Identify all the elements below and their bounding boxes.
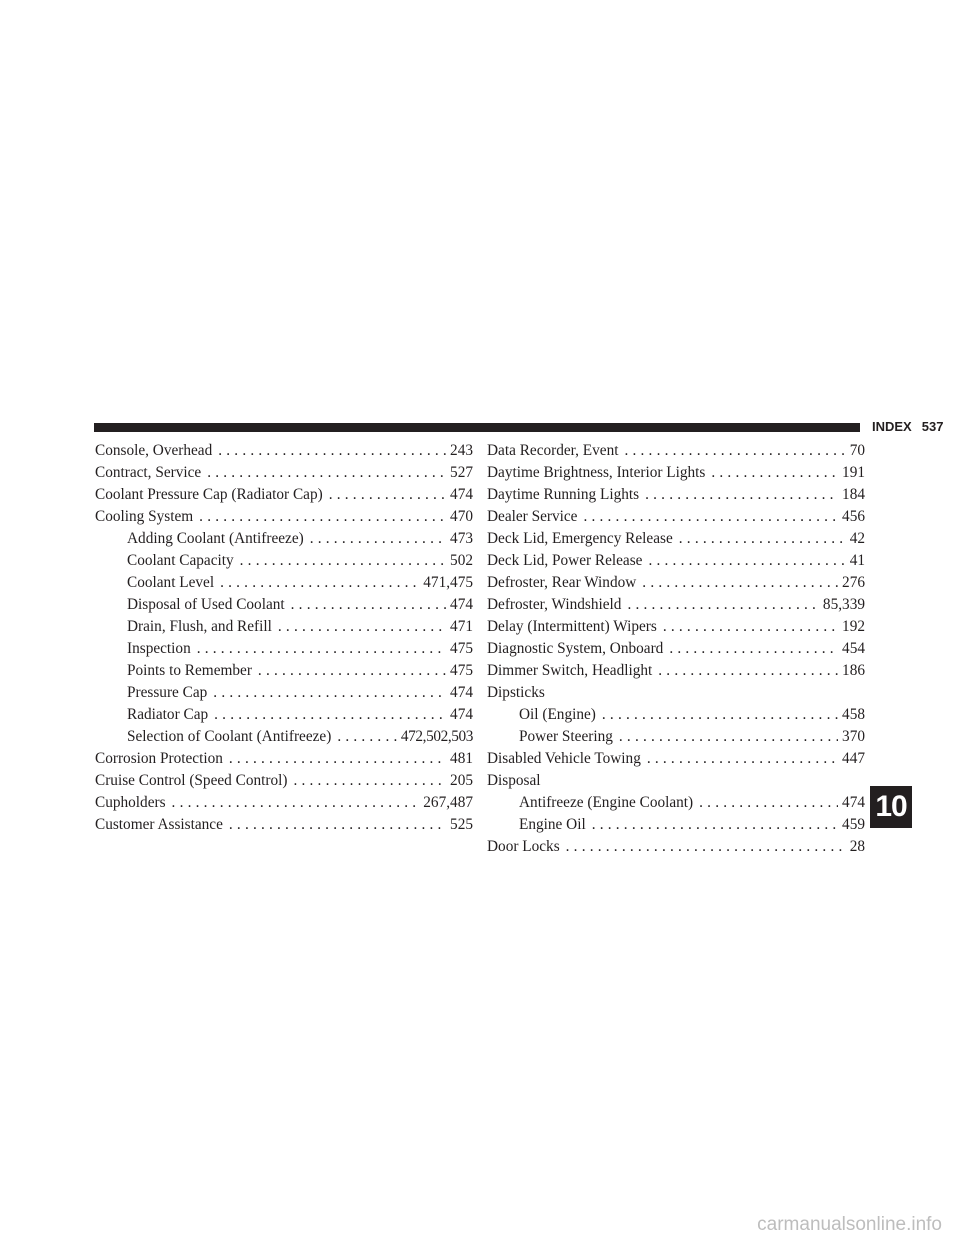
index-entry xyxy=(487,484,865,506)
entry-label: Coolant Level xyxy=(127,574,215,591)
index-entry xyxy=(95,726,473,748)
entry-label: Cupholders xyxy=(95,794,166,811)
entry-page-ref: 243 xyxy=(450,442,473,459)
index-entry xyxy=(487,814,865,836)
dot-leader xyxy=(669,638,838,660)
index-entry xyxy=(95,462,473,484)
dot-leader xyxy=(711,462,838,484)
entry-page-ref: 41 xyxy=(849,552,865,569)
index-entry xyxy=(487,660,865,682)
dot-leader xyxy=(229,748,446,770)
index-entry xyxy=(95,770,473,792)
entry-page-ref: 474 xyxy=(450,684,473,701)
dot-leader xyxy=(258,660,446,682)
entry-label: Coolant Pressure Cap (Radiator Cap) xyxy=(95,486,323,503)
entry-page-ref: 276 xyxy=(842,574,865,591)
entry-page-ref: 447 xyxy=(842,750,865,767)
dot-leader xyxy=(199,506,446,528)
running-header xyxy=(872,418,943,436)
entry-page-ref: 475 xyxy=(450,640,473,657)
index-entry xyxy=(487,792,865,814)
entry-label: Daytime Brightness, Interior Lights xyxy=(487,464,706,481)
entry-label: Drain, Flush, and Refill xyxy=(127,618,272,635)
entry-page-ref: 192 xyxy=(842,618,865,635)
index-entry xyxy=(95,594,473,616)
entry-page-ref: 474 xyxy=(450,706,473,723)
index-entry xyxy=(95,748,473,770)
entry-page-ref: 525 xyxy=(450,816,473,833)
dot-leader xyxy=(624,440,845,462)
index-entry xyxy=(487,748,865,770)
index-entry xyxy=(95,704,473,726)
dot-leader xyxy=(278,616,446,638)
entry-label: Cooling System xyxy=(95,508,194,525)
entry-page-ref: 475 xyxy=(450,662,473,679)
entry-page-ref: 474 xyxy=(842,794,865,811)
index-column-right xyxy=(487,440,865,858)
entry-label: Deck Lid, Power Release xyxy=(487,552,643,569)
dot-leader xyxy=(645,484,838,506)
entry-label: Corrosion Protection xyxy=(95,750,223,767)
entry-label: Pressure Cap xyxy=(127,684,208,701)
dot-leader xyxy=(197,638,446,660)
dot-leader xyxy=(699,792,838,814)
entry-label: Oil (Engine) xyxy=(519,706,596,723)
entry-page-ref: 28 xyxy=(849,838,865,855)
dot-leader xyxy=(627,594,818,616)
dot-leader xyxy=(329,484,446,506)
entry-page-ref: 527 xyxy=(450,464,473,481)
dot-leader xyxy=(583,506,838,528)
dot-leader xyxy=(293,770,446,792)
footer-watermark: carmanualsonline.info xyxy=(757,1214,942,1235)
index-entry xyxy=(487,682,865,704)
dot-leader xyxy=(663,616,838,638)
entry-page-ref: 191 xyxy=(842,464,865,481)
entry-page-ref: 458 xyxy=(842,706,865,723)
index-entry xyxy=(487,594,865,616)
dot-leader xyxy=(291,594,446,616)
index-entry xyxy=(95,550,473,572)
entry-page-ref: 267,487 xyxy=(423,794,473,811)
entry-label: Deck Lid, Emergency Release xyxy=(487,530,673,547)
index-entry xyxy=(487,836,865,858)
entry-label: Customer Assistance xyxy=(95,816,223,833)
entry-label: Antifreeze (Engine Coolant) xyxy=(519,794,694,811)
entry-page-ref: 456 xyxy=(842,508,865,525)
page-number: 537 xyxy=(921,419,944,434)
entry-page-ref: 474 xyxy=(450,486,473,503)
index-entry xyxy=(95,792,473,814)
index-entry xyxy=(487,572,865,594)
dot-leader xyxy=(214,704,446,726)
entry-label: Dealer Service xyxy=(487,508,578,525)
index-entry xyxy=(487,638,865,660)
entry-label: Door Locks xyxy=(487,838,560,855)
index-entry xyxy=(487,770,865,792)
index-entry xyxy=(95,814,473,836)
index-entry xyxy=(487,726,865,748)
entry-label: Power Steering xyxy=(519,728,613,745)
index-entry xyxy=(487,550,865,572)
entry-label: Inspection xyxy=(127,640,191,657)
index-entry xyxy=(487,616,865,638)
entry-label: Defroster, Windshield xyxy=(487,596,622,613)
index-entry xyxy=(95,572,473,594)
dot-leader xyxy=(566,836,846,858)
entry-label: Diagnostic System, Onboard xyxy=(487,640,664,657)
entry-label: Contract, Service xyxy=(95,464,202,481)
dot-leader xyxy=(207,462,446,484)
entry-page-ref: 471,475 xyxy=(423,574,473,591)
entry-page-ref: 85,339 xyxy=(822,596,865,613)
index-entry xyxy=(95,506,473,528)
entry-page-ref: 205 xyxy=(450,772,473,789)
entry-label: Console, Overhead xyxy=(95,442,213,459)
entry-label: Dipsticks xyxy=(487,684,545,701)
dot-leader xyxy=(220,572,419,594)
entry-label: Disposal xyxy=(487,772,541,789)
entry-page-ref: 470 xyxy=(450,508,473,525)
index-entry xyxy=(95,616,473,638)
dot-leader xyxy=(647,748,838,770)
dot-leader xyxy=(658,660,838,682)
dot-leader xyxy=(679,528,846,550)
entry-label: Radiator Cap xyxy=(127,706,209,723)
dot-leader xyxy=(648,550,845,572)
index-column-left xyxy=(95,440,473,836)
entry-page-ref: 370 xyxy=(842,728,865,745)
index-entry xyxy=(95,638,473,660)
dot-leader xyxy=(619,726,838,748)
entry-page-ref: 186 xyxy=(842,662,865,679)
entry-label: Data Recorder, Event xyxy=(487,442,619,459)
entry-label: Adding Coolant (Antifreeze) xyxy=(127,530,304,547)
entry-label: Coolant Capacity xyxy=(127,552,234,569)
index-entry xyxy=(487,528,865,550)
dot-leader xyxy=(602,704,838,726)
entry-page-ref: 70 xyxy=(849,442,865,459)
entry-page-ref: 184 xyxy=(842,486,865,503)
entry-page-ref: 474 xyxy=(450,596,473,613)
header-rule xyxy=(94,423,860,432)
entry-label: Daytime Running Lights xyxy=(487,486,640,503)
index-entry xyxy=(487,462,865,484)
entry-page-ref: 502 xyxy=(450,552,473,569)
entry-label: Defroster, Rear Window xyxy=(487,574,637,591)
dot-leader xyxy=(592,814,838,836)
index-entry xyxy=(95,682,473,704)
entry-page-ref: 473 xyxy=(450,530,473,547)
entry-page-ref: 459 xyxy=(842,816,865,833)
dot-leader xyxy=(240,550,446,572)
entry-page-ref: 454 xyxy=(842,640,865,657)
index-entry xyxy=(95,484,473,506)
dot-leader xyxy=(229,814,446,836)
dot-leader xyxy=(642,572,838,594)
index-entry xyxy=(95,528,473,550)
index-entry xyxy=(487,506,865,528)
entry-label: Selection of Coolant (Antifreeze) xyxy=(127,728,332,745)
index-entry xyxy=(95,660,473,682)
entry-label: Disabled Vehicle Towing xyxy=(487,750,641,767)
chapter-tab: 10 xyxy=(870,786,912,828)
dot-leader xyxy=(172,792,420,814)
dot-leader xyxy=(218,440,446,462)
entry-label: Cruise Control (Speed Control) xyxy=(95,772,288,789)
index-entry xyxy=(487,704,865,726)
entry-page-ref: 472,502,503 xyxy=(400,728,473,745)
entry-label: Dimmer Switch, Headlight xyxy=(487,662,653,679)
entry-label: Engine Oil xyxy=(519,816,586,833)
dot-leader xyxy=(213,682,446,704)
dot-leader xyxy=(337,726,397,748)
section-label: INDEX xyxy=(872,419,912,434)
index-entry xyxy=(487,440,865,462)
entry-label: Points to Remember xyxy=(127,662,252,679)
entry-label: Delay (Intermittent) Wipers xyxy=(487,618,657,635)
index-entry xyxy=(95,440,473,462)
dot-leader xyxy=(310,528,446,550)
entry-page-ref: 471 xyxy=(450,618,473,635)
entry-label: Disposal of Used Coolant xyxy=(127,596,285,613)
entry-page-ref: 42 xyxy=(849,530,865,547)
entry-page-ref: 481 xyxy=(450,750,473,767)
